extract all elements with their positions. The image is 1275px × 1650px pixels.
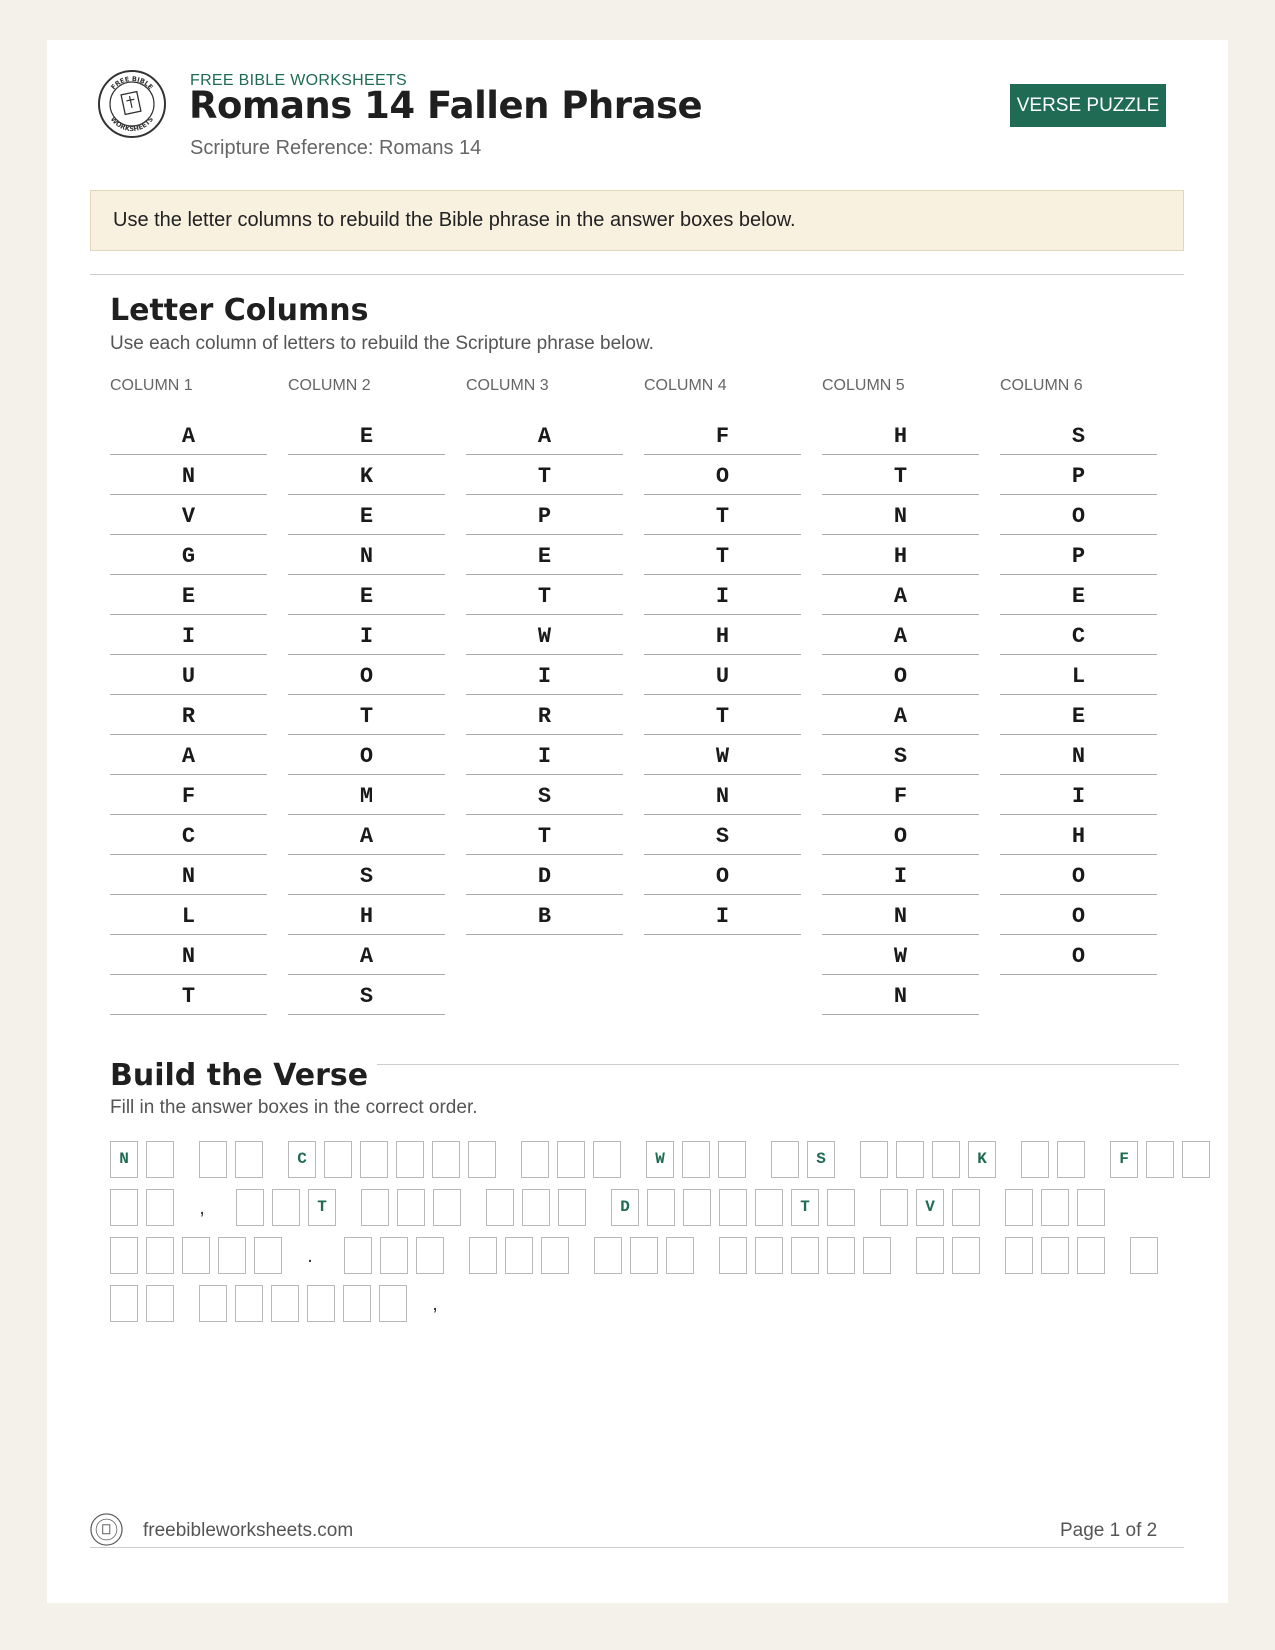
answer-box[interactable]: [416, 1237, 444, 1274]
svg-text:WORKSHEETS: WORKSHEETS: [108, 115, 156, 134]
answer-box[interactable]: [486, 1189, 514, 1226]
letter-cell: E: [466, 535, 623, 575]
letter-cell: N: [1000, 735, 1157, 775]
answer-box[interactable]: [860, 1141, 888, 1178]
letter-cell: S: [822, 735, 979, 775]
answer-box[interactable]: [307, 1285, 335, 1322]
letter-cell: I: [466, 735, 623, 775]
letter-cell: P: [1000, 535, 1157, 575]
answer-box[interactable]: [880, 1189, 908, 1226]
letter-cell: C: [1000, 615, 1157, 655]
answer-box[interactable]: [932, 1141, 960, 1178]
letter-cell: I: [1000, 775, 1157, 815]
letter-cell: N: [110, 935, 267, 975]
answer-box[interactable]: [396, 1141, 424, 1178]
punctuation-mark: ,: [199, 1197, 205, 1219]
answer-box[interactable]: [1130, 1237, 1158, 1274]
answer-box[interactable]: [324, 1141, 352, 1178]
answer-box-hint[interactable]: K: [968, 1141, 996, 1178]
free-bible-worksheets-logo: [97, 69, 167, 139]
worksheet-page: [47, 40, 1228, 1603]
letter-cell: U: [110, 655, 267, 695]
answer-box[interactable]: [682, 1141, 710, 1178]
letter-cell: L: [110, 895, 267, 935]
answer-box[interactable]: [719, 1189, 747, 1226]
letter-cell: I: [644, 895, 801, 935]
letter-cell: I: [822, 855, 979, 895]
letter-cell: S: [644, 815, 801, 855]
letter-cell: T: [822, 455, 979, 495]
letter-cell: O: [288, 735, 445, 775]
answer-box[interactable]: [468, 1141, 496, 1178]
answer-box[interactable]: [505, 1237, 533, 1274]
answer-box[interactable]: [755, 1189, 783, 1226]
answer-box[interactable]: [199, 1285, 227, 1322]
answer-box[interactable]: [558, 1189, 586, 1226]
letter-cell: T: [644, 535, 801, 575]
letter-cell: T: [644, 495, 801, 535]
letter-cell: A: [822, 695, 979, 735]
letter-cell: H: [822, 415, 979, 455]
page-title: Romans 14 Fallen Phrase: [189, 84, 703, 127]
letter-cell: K: [288, 455, 445, 495]
letter-cell: F: [822, 775, 979, 815]
letter-cell: N: [822, 495, 979, 535]
letter-cell: H: [288, 895, 445, 935]
letter-cell: O: [1000, 895, 1157, 935]
answer-box[interactable]: [146, 1285, 174, 1322]
letter-cell: E: [288, 575, 445, 615]
letter-cell: I: [288, 615, 445, 655]
answer-box[interactable]: [379, 1285, 407, 1322]
letter-cell: D: [466, 855, 623, 895]
answer-box[interactable]: [433, 1189, 461, 1226]
brand-label: FREE BIBLE WORKSHEETS: [190, 72, 408, 89]
letter-cell: H: [822, 535, 979, 575]
build-verse-title: Build the Verse: [110, 1058, 369, 1093]
answer-box[interactable]: [522, 1189, 550, 1226]
answer-box[interactable]: [199, 1141, 227, 1178]
letter-cell: N: [822, 975, 979, 1015]
answer-box[interactable]: [182, 1237, 210, 1274]
answer-box[interactable]: [521, 1141, 549, 1178]
letter-cell: O: [822, 655, 979, 695]
letter-cell: S: [466, 775, 623, 815]
letter-cell: A: [466, 415, 623, 455]
footer-website: freebibleworksheets.com: [143, 1520, 354, 1541]
letter-cell: A: [110, 735, 267, 775]
letter-cell: B: [466, 895, 623, 935]
letter-cell: A: [110, 415, 267, 455]
answer-box[interactable]: [594, 1237, 622, 1274]
answer-box-hint[interactable]: T: [791, 1189, 819, 1226]
answer-box[interactable]: [952, 1237, 980, 1274]
letter-cell: T: [110, 975, 267, 1015]
answer-box[interactable]: [146, 1237, 174, 1274]
answer-box-hint[interactable]: V: [916, 1189, 944, 1226]
letter-cell: M: [288, 775, 445, 815]
answer-box[interactable]: [1041, 1237, 1069, 1274]
answer-box[interactable]: [146, 1189, 174, 1226]
letter-cell: O: [1000, 935, 1157, 975]
letter-cell: I: [644, 575, 801, 615]
letter-cell: O: [822, 815, 979, 855]
answer-box[interactable]: [630, 1237, 658, 1274]
letter-cell: W: [822, 935, 979, 975]
letter-cell: O: [644, 855, 801, 895]
answer-box[interactable]: [254, 1237, 282, 1274]
answer-box[interactable]: [557, 1141, 585, 1178]
letter-cell: O: [288, 655, 445, 695]
answer-box[interactable]: [896, 1141, 924, 1178]
answer-box[interactable]: [791, 1237, 819, 1274]
answer-box[interactable]: [647, 1189, 675, 1226]
answer-box-hint[interactable]: C: [288, 1141, 316, 1178]
letter-cell: P: [466, 495, 623, 535]
punctuation-mark: ,: [432, 1293, 438, 1315]
answer-box[interactable]: [1041, 1189, 1069, 1226]
answer-box[interactable]: [360, 1141, 388, 1178]
column-header: COLUMN 1: [110, 377, 193, 394]
letter-cell: R: [110, 695, 267, 735]
answer-box[interactable]: [719, 1237, 747, 1274]
letter-cell: L: [1000, 655, 1157, 695]
answer-box-hint[interactable]: S: [807, 1141, 835, 1178]
answer-box[interactable]: [236, 1189, 264, 1226]
answer-box-hint[interactable]: N: [110, 1141, 138, 1178]
answer-box[interactable]: [235, 1285, 263, 1322]
letter-cell: H: [1000, 815, 1157, 855]
answer-box-hint[interactable]: D: [611, 1189, 639, 1226]
answer-box[interactable]: [235, 1141, 263, 1178]
letter-cell: P: [1000, 455, 1157, 495]
answer-box[interactable]: [110, 1189, 138, 1226]
column-header: COLUMN 4: [644, 377, 727, 394]
answer-box[interactable]: [1021, 1141, 1049, 1178]
divider: [377, 1064, 1179, 1065]
answer-box-hint[interactable]: T: [308, 1189, 336, 1226]
answer-box[interactable]: [271, 1285, 299, 1322]
answer-box[interactable]: [755, 1237, 783, 1274]
letter-cell: I: [110, 615, 267, 655]
letter-cell: S: [288, 855, 445, 895]
answer-box[interactable]: [110, 1285, 138, 1322]
column-header: COLUMN 6: [1000, 377, 1083, 394]
page-number: Page 1 of 2: [1060, 1520, 1158, 1541]
letter-cell: S: [288, 975, 445, 1015]
letter-cell: A: [288, 815, 445, 855]
letter-columns-subtitle: Use each column of letters to rebuild the Scripture phrase below.: [110, 333, 654, 354]
answer-box[interactable]: [771, 1141, 799, 1178]
answer-box[interactable]: [1077, 1237, 1105, 1274]
answer-box[interactable]: [541, 1237, 569, 1274]
answer-box[interactable]: [952, 1189, 980, 1226]
scripture-reference: Scripture Reference: Romans 14: [190, 137, 482, 159]
answer-box-hint[interactable]: W: [646, 1141, 674, 1178]
letter-cell: C: [110, 815, 267, 855]
letter-cell: A: [822, 575, 979, 615]
letter-cell: E: [110, 575, 267, 615]
answer-box[interactable]: [272, 1189, 300, 1226]
letter-cell: R: [466, 695, 623, 735]
column-header: COLUMN 2: [288, 377, 371, 394]
svg-text:FREE BIBLE: FREE BIBLE: [109, 74, 155, 92]
letter-cell: E: [1000, 575, 1157, 615]
answer-box[interactable]: [1005, 1237, 1033, 1274]
answer-box[interactable]: [1182, 1141, 1210, 1178]
answer-box[interactable]: [218, 1237, 246, 1274]
letter-cell: N: [644, 775, 801, 815]
letter-cell: F: [110, 775, 267, 815]
letter-cell: A: [288, 935, 445, 975]
letter-cell: T: [644, 695, 801, 735]
answer-box[interactable]: [361, 1189, 389, 1226]
answer-box[interactable]: [1005, 1189, 1033, 1226]
letter-cell: E: [288, 415, 445, 455]
answer-box[interactable]: [593, 1141, 621, 1178]
letter-cell: N: [110, 855, 267, 895]
answer-box[interactable]: [827, 1189, 855, 1226]
letter-cell: T: [466, 815, 623, 855]
answer-box[interactable]: [110, 1237, 138, 1274]
letter-cell: T: [466, 575, 623, 615]
build-verse-subtitle: Fill in the answer boxes in the correct order.: [110, 1097, 478, 1118]
letter-cell: H: [644, 615, 801, 655]
letter-cell: E: [288, 495, 445, 535]
answer-box[interactable]: [683, 1189, 711, 1226]
letter-cell: N: [288, 535, 445, 575]
letter-cell: F: [644, 415, 801, 455]
letter-cell: O: [644, 455, 801, 495]
footer-divider: [90, 1547, 1184, 1548]
answer-box[interactable]: [344, 1237, 372, 1274]
footer-logo: [90, 1513, 123, 1546]
letter-cell: T: [288, 695, 445, 735]
answer-box[interactable]: [1057, 1141, 1085, 1178]
answer-box[interactable]: [146, 1141, 174, 1178]
letter-cell: T: [466, 455, 623, 495]
instructions-box: Use the letter columns to rebuild the Bible phrase in the answer boxes below.: [90, 190, 1184, 251]
punctuation-mark: .: [307, 1245, 313, 1267]
verse-puzzle-badge: VERSE PUZZLE: [1010, 84, 1166, 127]
answer-box[interactable]: [827, 1237, 855, 1274]
answer-box[interactable]: [397, 1189, 425, 1226]
letter-cell: N: [110, 455, 267, 495]
letter-columns-title: Letter Columns: [110, 293, 369, 328]
answer-box[interactable]: [666, 1237, 694, 1274]
divider: [90, 274, 1184, 275]
letter-cell: V: [110, 495, 267, 535]
answer-box[interactable]: [343, 1285, 371, 1322]
letter-cell: O: [1000, 855, 1157, 895]
answer-box[interactable]: [1146, 1141, 1174, 1178]
letter-cell: I: [466, 655, 623, 695]
answer-box-hint[interactable]: F: [1110, 1141, 1138, 1178]
answer-box[interactable]: [863, 1237, 891, 1274]
answer-box[interactable]: [469, 1237, 497, 1274]
letter-cell: A: [822, 615, 979, 655]
answer-box[interactable]: [718, 1141, 746, 1178]
answer-box[interactable]: [1077, 1189, 1105, 1226]
letter-cell: O: [1000, 495, 1157, 535]
letter-cell: W: [644, 735, 801, 775]
answer-box[interactable]: [380, 1237, 408, 1274]
letter-cell: G: [110, 535, 267, 575]
column-header: COLUMN 3: [466, 377, 549, 394]
letter-cell: U: [644, 655, 801, 695]
letter-cell: N: [822, 895, 979, 935]
answer-box[interactable]: [432, 1141, 460, 1178]
letter-cell: S: [1000, 415, 1157, 455]
column-header: COLUMN 5: [822, 377, 905, 394]
letter-cell: E: [1000, 695, 1157, 735]
answer-box[interactable]: [916, 1237, 944, 1274]
letter-cell: W: [466, 615, 623, 655]
